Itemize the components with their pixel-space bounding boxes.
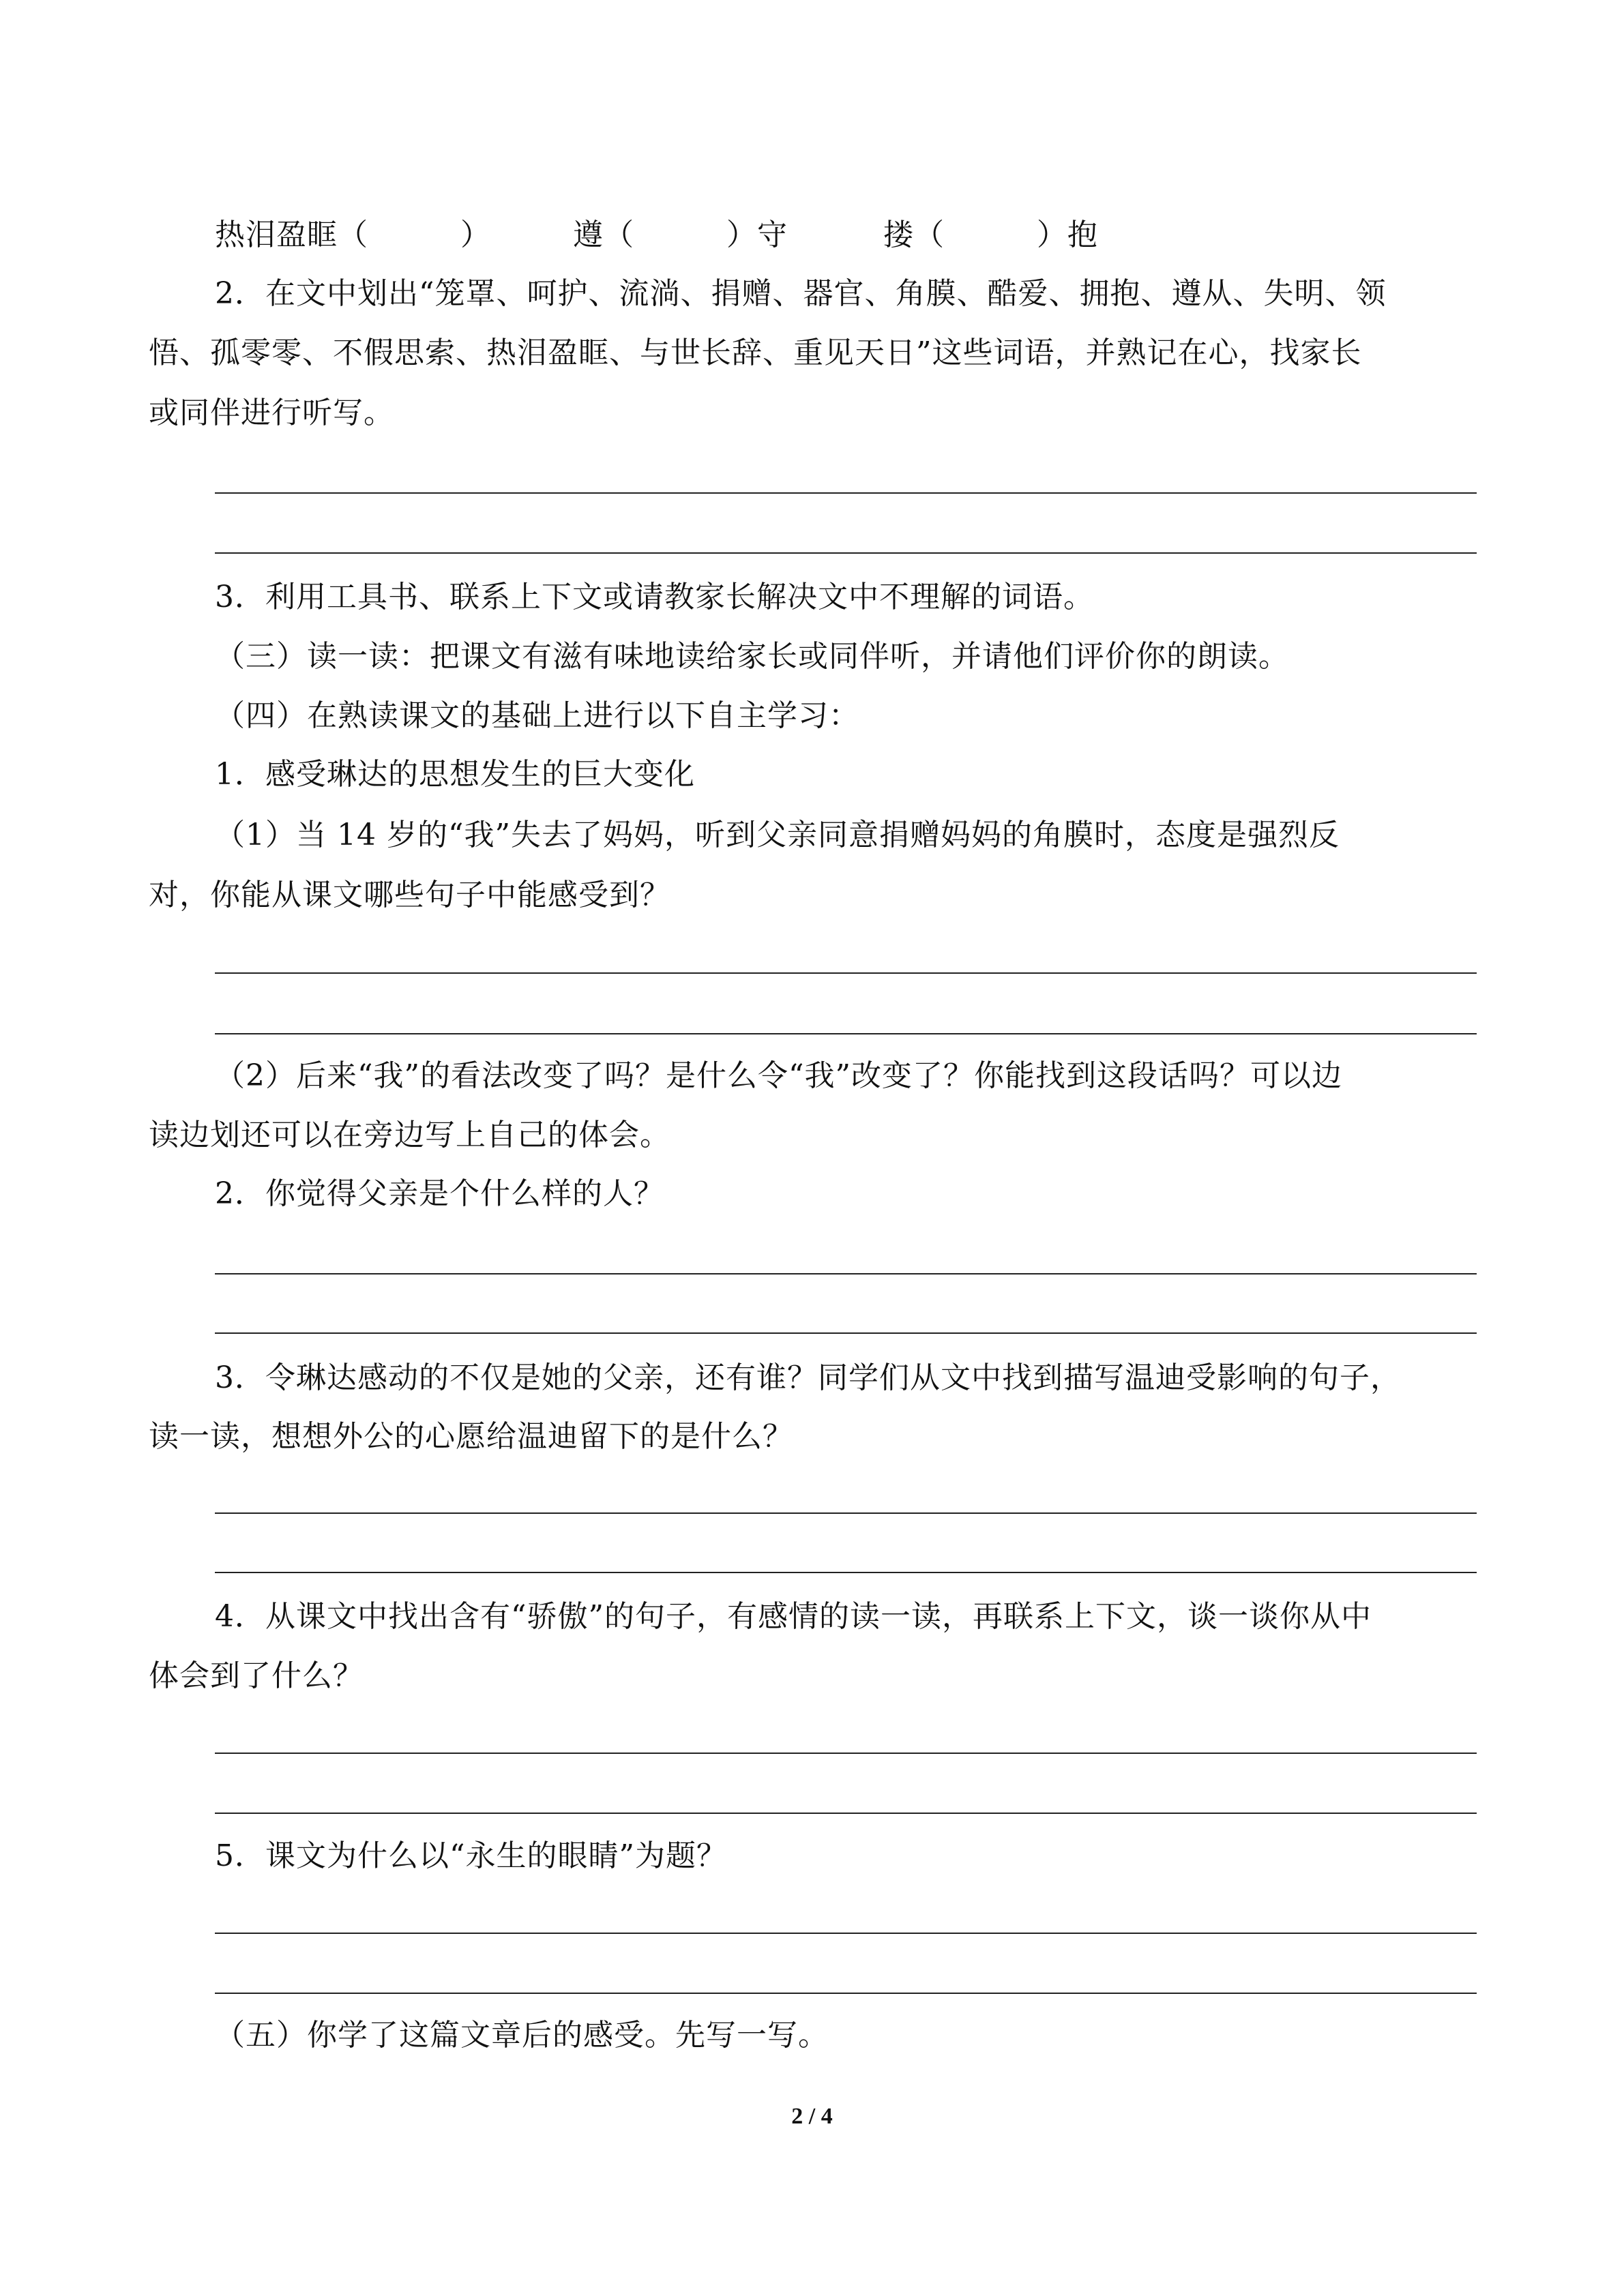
answer-line[interactable] [215,1512,1477,1514]
s2-line: 2．你觉得父亲是个什么样的人？ [215,1176,664,1211]
section-5-line: （五）你学了这篇文章后的感受。先写一写。 [215,2018,829,2053]
s4-line-2: 体会到了什么？ [149,1658,364,1693]
s4-line-1: 4．从课文中找出含有“骄傲”的句子，有感情的读一读，再联系上下文，谈一谈你从中 [215,1599,1372,1634]
q2-line-3: 或同伴进行听写。 [149,396,394,430]
s1-sub1-line-2: 对，你能从课文哪些句子中能感受到？ [149,878,670,912]
answer-line[interactable] [215,972,1477,974]
idiom-item-1: 热泪盈眶（ ） [215,218,491,252]
s3-line-2: 读一读，想想外公的心愿给温迪留下的是什么？ [149,1419,793,1454]
answer-line[interactable] [215,1993,1477,1994]
answer-line[interactable] [215,492,1477,494]
idiom-fill-row [215,216,1477,254]
q2-line-2: 悟、孤零零、不假思索、热泪盈眶、与世长辞、重见天日”这些词语，并熟记在心，找家长 [149,336,1362,370]
s1-sub1-line-1: （1）当 14 岁的“我”失去了妈妈，听到父亲同意捐赠妈妈的角膜时，态度是强烈反 [215,818,1340,852]
page-number: 2 / 4 [791,2104,833,2129]
answer-line[interactable] [215,1933,1477,1934]
section-4-line: （四）在熟读课文的基础上进行以下自主学习： [215,698,859,733]
s3-line-1: 3．令琳达感动的不仅是她的父亲，还有谁？同学们从文中找到描写温迪受影响的句子， [215,1360,1401,1395]
answer-line[interactable] [215,1753,1477,1754]
s5-line: 5．课文为什么以“永生的眼睛”为题？ [215,1838,727,1873]
answer-line[interactable] [215,552,1477,554]
idiom-item-2: 遵（ ）守 [573,218,788,252]
s1-sub2-line-1: （2）后来“我”的看法改变了吗？是什么令“我”改变了？你能找到这段话吗？可以边 [215,1058,1342,1093]
answer-line[interactable] [215,1332,1477,1334]
s1-sub2-line-2: 读边划还可以在旁边写上自己的体会。 [149,1118,670,1152]
answer-line[interactable] [215,1273,1477,1274]
answer-line[interactable] [215,1572,1477,1573]
answer-line[interactable] [215,1813,1477,1814]
q3-line: 3．利用工具书、联系上下文或请教家长解决文中不理解的词语。 [215,580,1094,614]
s1-title: 1．感受琳达的思想发生的巨大变化 [215,757,695,792]
section-3-line: （三）读一读：把课文有滋有味地读给家长或同伴听，并请他们评价你的朗读。 [215,639,1289,674]
q2-line-1: 2．在文中划出“笼罩、呵护、流淌、捐赠、器官、角膜、酷爱、拥抱、遵从、失明、领 [215,276,1387,311]
idiom-item-3: 搂（ ）抱 [883,218,1098,252]
answer-line[interactable] [215,1033,1477,1034]
